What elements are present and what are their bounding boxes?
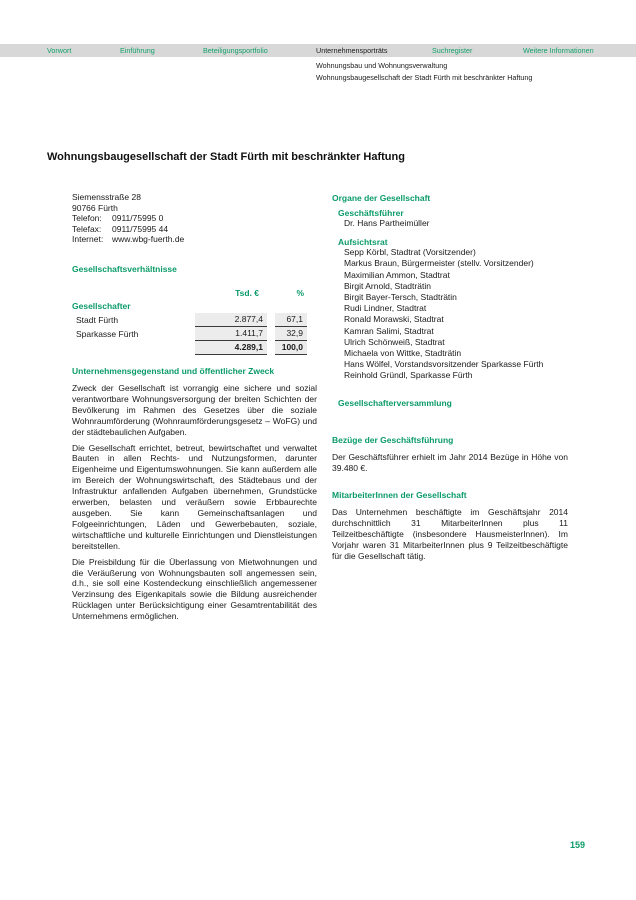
phone-value: 0911/75995 0	[112, 213, 164, 223]
remuneration-text: Der Geschäftsführer erhielt im Jahr 2014 Bezüge in Höhe von 39.480 €.	[332, 452, 568, 473]
ownership-table	[72, 287, 307, 355]
nav-item-vorwort[interactable]: Vorwort	[47, 46, 72, 55]
total-percent: 100,0	[275, 341, 307, 355]
nav-item-weitere-informationen[interactable]: Weitere Informationen	[523, 46, 594, 55]
row-amount: 2.877,4	[195, 313, 267, 327]
board-member: Birgit Bayer-Tersch, Stadträtin	[344, 292, 457, 303]
table-header-row	[72, 287, 307, 300]
internet-label: Internet:	[72, 234, 104, 244]
board-member: Birgit Arnold, Stadträtin	[344, 280, 431, 291]
nav-item-suchregister[interactable]: Suchregister	[432, 46, 473, 55]
heading-gesellschaftsverhaeltnisse: Gesellschaftsverhältnisse	[72, 264, 177, 274]
fax-value: 0911/75995 44	[112, 223, 169, 234]
address-internet	[72, 234, 184, 245]
row-label: Sparkasse Fürth	[76, 329, 139, 339]
table-total-row	[72, 341, 307, 355]
remuneration-section	[332, 435, 568, 474]
manager-name: Dr. Hans Partheimüller	[344, 218, 430, 228]
table-group-row	[72, 300, 307, 313]
board-member: Kamran Salimi, Stadtrat	[344, 325, 434, 336]
address-city: 90766 Fürth	[72, 202, 118, 213]
employees-section	[332, 490, 568, 562]
board-member: Michaela von Wittke, Stadträtin	[344, 348, 462, 359]
heading-bezuege: Bezüge der Geschäftsführung	[332, 435, 454, 445]
board-member: Ulrich Schönweiß, Stadtrat	[344, 336, 445, 347]
organs-block	[332, 208, 568, 408]
table-row	[72, 327, 307, 341]
heading-unternehmensgegenstand: Unternehmensgegenstand und öffentlicher Zweck	[72, 366, 275, 376]
board-member: Hans Wölfel, Vorstandsvorsitzender Sparkasse Fürth	[344, 359, 544, 370]
breadcrumb-section: Wohnungsbau und Wohnungsverwaltung	[316, 61, 448, 70]
subheading-gesellschafterversammlung: Gesellschafterversammlung	[338, 397, 452, 408]
phone-label: Telefon:	[72, 213, 102, 223]
total-amount: 4.289,1	[195, 341, 267, 355]
row-percent: 32,9	[275, 327, 307, 341]
board-member: Markus Braun, Bürgermeister (stellv. Vorsitzender)	[344, 258, 534, 269]
board-member: Reinhold Gründl, Sparkasse Fürth	[344, 370, 473, 381]
address-fax	[72, 224, 184, 235]
purpose-paragraph: Zweck der Gesellschaft ist vorrangig eine sichere und sozial verantwortbare Wohnungsversorgung der breiten Schichten der Bevölkerung im Rahmen des Gesetzes über die soziale Wohnraumförderung (Wohnraumförderungsgesetz – WoFG) und der städtebaulichen Aufgaben.	[72, 383, 317, 437]
heading-organe: Organe der Gesellschaft	[332, 193, 431, 203]
subheading-aufsichtsrat: Aufsichtsrat	[338, 237, 388, 248]
board-member: Ronald Morawski, Stadtrat	[344, 314, 444, 325]
fax-label: Telefax:	[72, 223, 102, 234]
top-navigation	[0, 44, 636, 57]
column-header-percent: %	[296, 288, 304, 298]
purpose-paragraph: Die Preisbildung für die Überlassung von Mietwohnungen und die Veräußerung von Wohnungsbauten soll angemessen sein, d.h., sie soll eine Kostendeckung einschließlich angemessener Verzinsung des Eigenkapitals sowie die Bildung ausreichender Rücklagen unter Berücksichtigung einer Gesamtrentabilität des Unternehmens ermöglichen.	[72, 556, 317, 622]
row-percent: 67,1	[275, 313, 307, 327]
nav-item-beteiligungsportfolio[interactable]: Beteiligungsportfolio	[203, 46, 268, 55]
nav-item-unternehmensportraets[interactable]: Unternehmensporträts	[316, 46, 388, 55]
purpose-text	[72, 383, 317, 627]
breadcrumb	[316, 60, 532, 83]
address-phone	[72, 213, 184, 224]
breadcrumb-page: Wohnungsbaugesellschaft der Stadt Fürth mit beschränkter Haftung	[316, 72, 533, 82]
purpose-paragraph: Die Gesellschaft errichtet, betreut, bewirtschaftet und verwaltet Bauten in allen Rechts- und Nutzungsformen, darunter Eigenheime und Eigentumswohnungen. Sie kann außerdem alle im Bereich der Wohnungswirtschaft, des Städtebaus und der Infrastruktur anfallenden Aufgaben übernehmen, Grundstücke erwerben, belasten und veräußern sowie Erbbaurechte ausgeben. Sie kann Gemeinschaftsanlagen und Folgeeinrichtungen, Läden und Gewerbebauten, soziale, wirtschaftliche und kulturelle Einrichtungen und Dienstleistungen bereitstellen.	[72, 442, 317, 551]
group-label-gesellschafter: Gesellschafter	[72, 301, 131, 311]
employees-text: Das Unternehmen beschäftigte im Geschäftsjahr 2014 durchschnittlich 31 MitarbeiterInnen plus 11 Teilzeitbeschäftigte (insbesondere HausmeisterInnen). Im Vorjahr waren 31 MitarbeiterInnen plus 9 Teilzeitbeschäftigte für die Gesellschaft tätig.	[332, 507, 568, 561]
column-header-amount: Tsd. €	[235, 288, 259, 298]
page-number: 159	[570, 840, 586, 850]
heading-mitarbeiter: MitarbeiterInnen der Gesellschaft	[332, 490, 467, 500]
board-member: Sepp Körbl, Stadtrat (Vorsitzender)	[344, 247, 476, 258]
board-member: Maximilian Ammon, Stadtrat	[344, 269, 450, 280]
address-street: Siemensstraße 28	[72, 192, 141, 202]
row-label: Stadt Fürth	[76, 315, 119, 325]
row-amount: 1.411,7	[195, 327, 267, 341]
nav-item-einfuehrung[interactable]: Einführung	[120, 46, 155, 55]
board-member: Rudi Lindner, Stadtrat	[344, 303, 427, 314]
table-row	[72, 313, 307, 327]
subheading-geschaeftsfuehrer: Geschäftsführer	[338, 208, 404, 218]
internet-value: www.wbg-fuerth.de	[112, 234, 185, 244]
page-title: Wohnungsbaugesellschaft der Stadt Fürth mit beschränkter Haftung	[47, 151, 405, 163]
company-address	[72, 192, 184, 245]
